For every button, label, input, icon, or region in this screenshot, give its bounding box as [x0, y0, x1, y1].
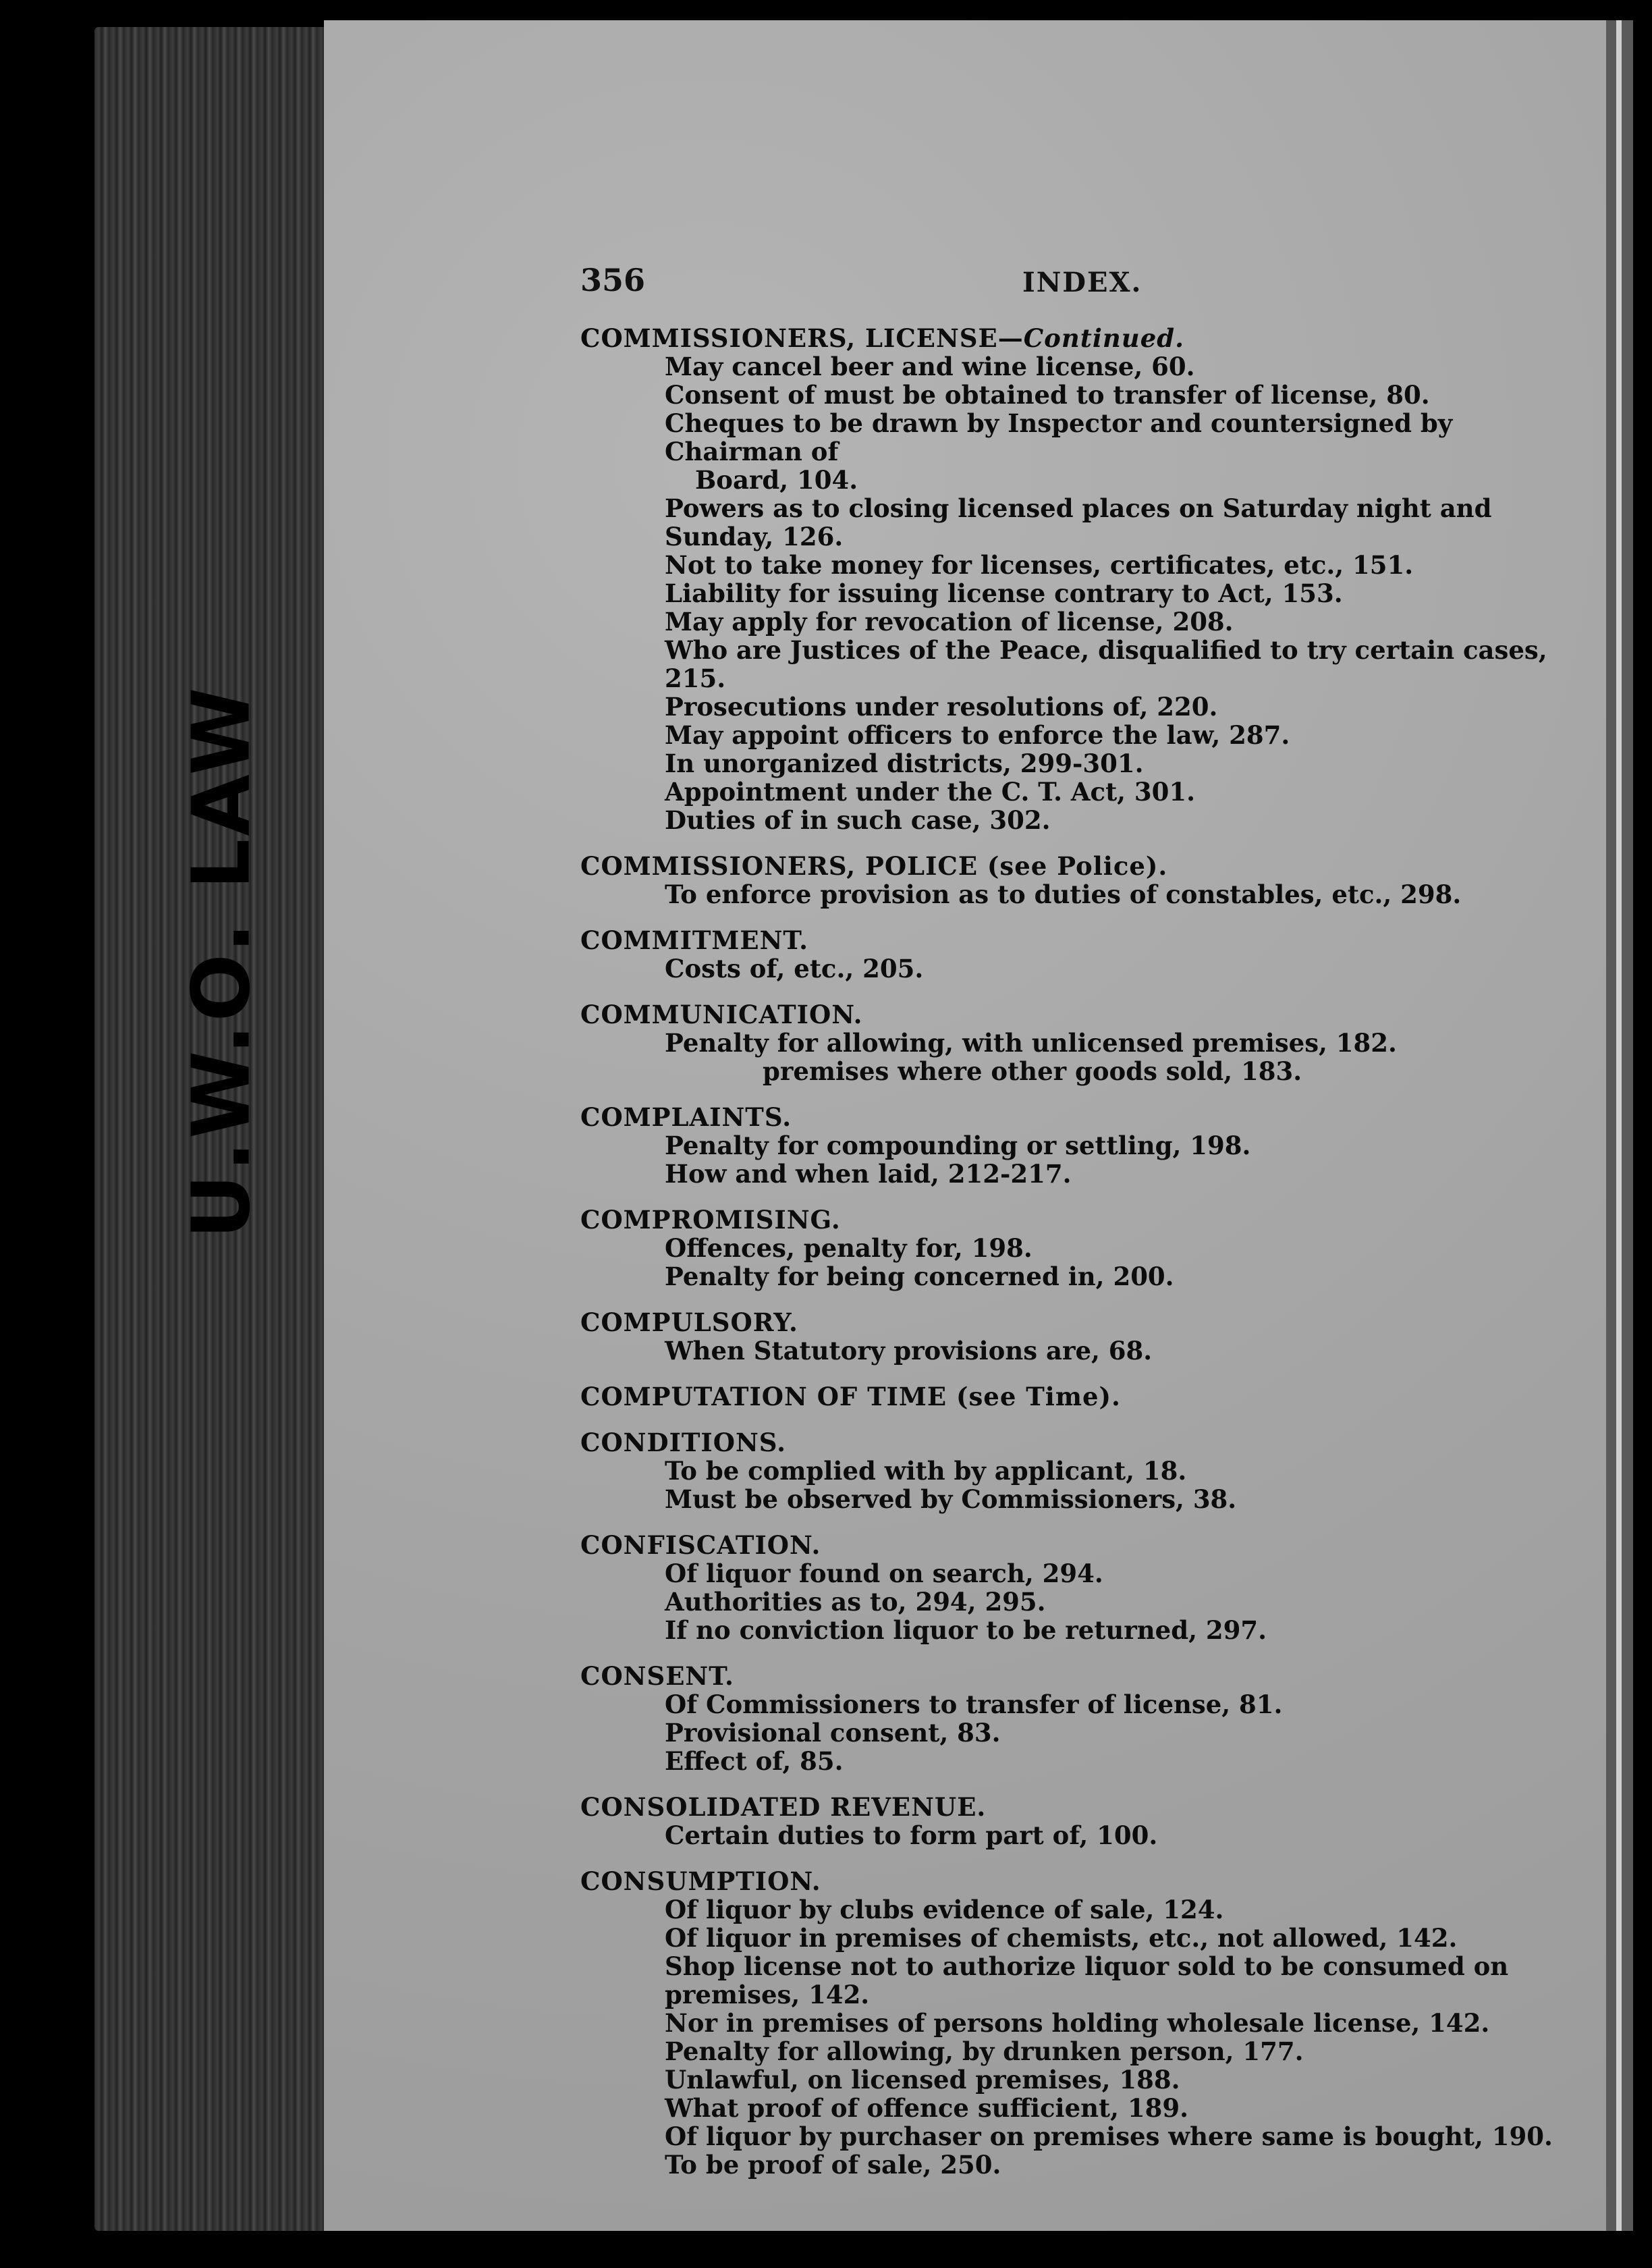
entry-line: To enforce provision as to duties of constables, etc., 298. — [665, 880, 1462, 909]
spine-label — [170, 684, 271, 1239]
index-entry — [580, 852, 1593, 909]
entry-line: premises where other goods sold, 183. — [763, 1056, 1302, 1086]
entry-line: Penalty for compounding or settling, 198. — [665, 1131, 1251, 1160]
entry-line: Of Commissioners to transfer of license, 81. — [665, 1690, 1283, 1719]
entry-heading: COMMISSIONERS, POLICE (see Police). — [580, 851, 1168, 881]
entry-line: Not to take money for licenses, certificates, etc., 151. — [665, 550, 1414, 580]
index-entry — [580, 1531, 1593, 1644]
entry-heading: CONSENT. — [580, 1661, 734, 1691]
entry-line: Provisional consent, 83. — [665, 1718, 1001, 1748]
entry-line: What proof of offence sufficient, 189. — [665, 2093, 1188, 2123]
entry-heading: COMPROMISING. — [580, 1205, 841, 1235]
page-edge-highlight — [1616, 20, 1622, 2231]
index-entry — [580, 1308, 1593, 1365]
entry-heading: CONFISCATION. — [580, 1530, 821, 1560]
running-title: INDEX. — [1022, 267, 1142, 298]
entry-line: Duties of in such case, 302. — [665, 805, 1051, 835]
entry-line: Unlawful, on licensed premises, 188. — [665, 2065, 1180, 2095]
entry-line: May apply for revocation of license, 208. — [665, 607, 1234, 637]
entry-line: Of liquor by clubs evidence of sale, 124. — [665, 1895, 1224, 1924]
entry-heading: COMPLAINTS. — [580, 1102, 792, 1132]
entry-line: Powers as to closing licensed places on Saturday night and Sunday, 126. — [665, 493, 1492, 551]
entry-line: Nor in premises of persons holding wholesale license, 142. — [665, 2008, 1490, 2038]
entry-line: Of liquor found on search, 294. — [665, 1559, 1103, 1588]
index-entry — [580, 1662, 1593, 1775]
entry-line: Who are Justices of the Peace, disqualified to try certain cases, 215. — [665, 635, 1547, 693]
index-entry — [580, 926, 1593, 983]
spine-label-text: U.W.O. LAW — [174, 684, 268, 1239]
entry-line: Costs of, etc., 205. — [665, 954, 924, 983]
entry-line: Effect of, 85. — [665, 1746, 844, 1776]
entry-heading: COMMITMENT. — [580, 925, 809, 955]
index-entry — [580, 1206, 1593, 1291]
entry-heading: COMMUNICATION. — [580, 1000, 863, 1029]
entry-line: To be complied with by applicant, 18. — [665, 1456, 1187, 1486]
entry-line: If no conviction liquor to be returned, 297. — [665, 1615, 1267, 1645]
entry-line: May cancel beer and wine license, 60. — [665, 352, 1195, 381]
entry-heading: CONSOLIDATED REVENUE. — [580, 1792, 987, 1822]
index-entry — [580, 1103, 1593, 1188]
entry-line: Appointment under the C. T. Act, 301. — [665, 777, 1196, 807]
index-entry — [580, 1867, 1593, 2179]
entry-line: Shop license not to authorize liquor sold to be consumed on premises, 142. — [665, 1951, 1509, 2009]
entry-line: When Statutory provisions are, 68. — [665, 1336, 1153, 1366]
entry-line: Penalty for being concerned in, 200. — [665, 1262, 1174, 1291]
index-body — [580, 324, 1593, 2196]
entry-heading: CONSUMPTION. — [580, 1866, 821, 1896]
entry-line: Board, 104. — [695, 465, 858, 495]
entry-line: Of liquor by purchaser on premises where same is bought, 190. — [665, 2122, 1553, 2151]
entry-line: Offences, penalty for, 198. — [665, 1233, 1032, 1263]
entry-line: Prosecutions under resolutions of, 220. — [665, 692, 1218, 722]
entry-line: Penalty for allowing, by drunken person, 177. — [665, 2036, 1304, 2066]
entry-line: To be proof of sale, 250. — [665, 2150, 1001, 2180]
entry-heading: COMMISSIONERS, LICENSE—Continued. — [580, 323, 1184, 353]
page-number: 356 — [580, 262, 646, 298]
entry-line: Must be observed by Commissioners, 38. — [665, 1484, 1237, 1514]
entry-line: Consent of must be obtained to transfer of license, 80. — [665, 380, 1430, 410]
entry-line: In unorganized districts, 299-301. — [665, 749, 1144, 778]
entry-heading: COMPUTATION OF TIME (see Time). — [580, 1382, 1121, 1411]
index-entry — [580, 1382, 1593, 1411]
entry-line: Authorities as to, 294, 295. — [665, 1587, 1046, 1617]
entry-line: Penalty for allowing, with unlicensed premises, 182. — [665, 1028, 1397, 1058]
entry-line: How and when laid, 212-217. — [665, 1159, 1072, 1189]
index-entry — [580, 324, 1593, 834]
entry-heading: COMPULSORY. — [580, 1307, 798, 1337]
entry-line: Of liquor in premises of chemists, etc., not allowed, 142. — [665, 1923, 1458, 1953]
entry-line: Certain duties to form part of, 100. — [665, 1820, 1158, 1850]
index-entry — [580, 1428, 1593, 1513]
index-entry — [580, 1000, 1593, 1085]
entry-heading: CONDITIONS. — [580, 1428, 787, 1457]
entry-line: Cheques to be drawn by Inspector and countersigned by Chairman of — [665, 408, 1453, 466]
index-entry — [580, 1793, 1593, 1850]
entry-line: May appoint officers to enforce the law, 287. — [665, 720, 1290, 750]
entry-line: Liability for issuing license contrary to Act, 153. — [665, 578, 1343, 608]
